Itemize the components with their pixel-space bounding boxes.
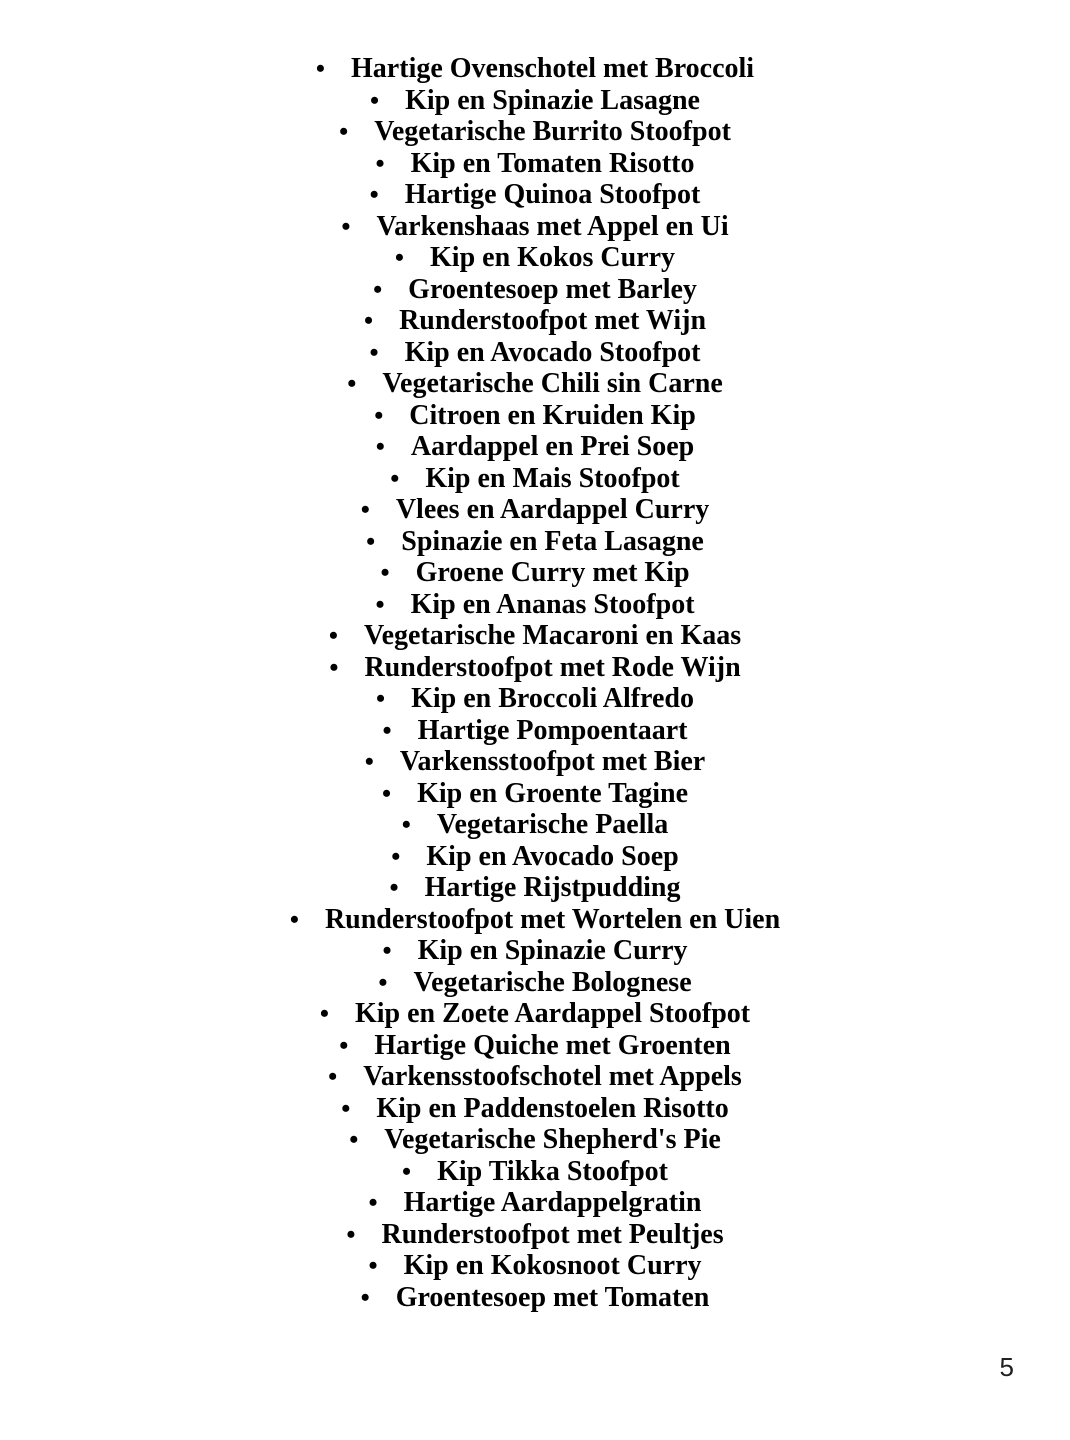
page-number: 5 (999, 1352, 1014, 1382)
list-item (0, 431, 1070, 463)
list-item (0, 242, 1070, 274)
list-item (0, 1093, 1070, 1125)
bullet-icon: • (349, 1125, 359, 1154)
bullet-icon: • (376, 684, 386, 713)
list-item (0, 305, 1070, 337)
bullet-icon: • (341, 211, 351, 241)
list-item (0, 1061, 1070, 1093)
list-item (0, 904, 1070, 936)
list-item (0, 85, 1070, 117)
list-item (0, 1156, 1070, 1188)
bullet-icon: • (368, 1188, 378, 1217)
recipe-name: Runderstoofpot met Rode Wijn (364, 651, 741, 683)
bullet-icon: • (369, 337, 379, 367)
bullet-icon: • (373, 274, 383, 304)
bullet-icon: • (401, 810, 411, 839)
bullet-icon: • (328, 1062, 338, 1091)
bullet-icon: • (382, 936, 392, 965)
bullet-icon: • (347, 369, 357, 398)
list-item (0, 557, 1070, 589)
bullet-icon: • (289, 904, 299, 934)
list-item (0, 809, 1070, 841)
bullet-icon: • (329, 652, 339, 682)
recipe-name: Kip en Zoete Aardappel Stoofpot (354, 998, 751, 1029)
bullet-icon: • (374, 400, 384, 430)
bullet-icon: • (375, 148, 385, 178)
recipe-name: Kip en Avocado Stoofpot (404, 336, 701, 368)
list-item (0, 274, 1070, 306)
recipe-name: Vegetarische Paella (436, 809, 669, 840)
recipe-name: Hartige Aardappelgratin (403, 1187, 702, 1218)
bullet-icon: • (375, 432, 385, 461)
recipe-name: Kip en Mais Stoofpot (425, 462, 680, 494)
recipe-name: Hartige Pompoentaart (417, 714, 688, 746)
list-item (0, 148, 1070, 180)
bullet-icon: • (328, 621, 338, 650)
list-item (0, 1250, 1070, 1282)
list-item (0, 53, 1070, 85)
recipe-name: Hartige Quiche met Groenten (374, 1029, 731, 1061)
list-item (0, 841, 1070, 873)
bullet-icon: • (389, 873, 399, 902)
list-item (0, 116, 1070, 148)
list-item (0, 872, 1070, 904)
bullet-icon: • (360, 1282, 370, 1312)
recipe-name: Kip en Kokos Curry (430, 242, 676, 273)
recipe-name: Groentesoep met Tomaten (395, 1281, 710, 1313)
list-item (0, 400, 1070, 432)
list-item (0, 1124, 1070, 1156)
recipe-name: Kip en Tomaten Risotto (410, 147, 695, 179)
recipe-name: Kip en Spinazie Lasagne (405, 84, 700, 116)
list-item (0, 1282, 1070, 1314)
list-item (0, 463, 1070, 495)
bullet-icon: • (378, 967, 388, 997)
recipe-name: Kip en Broccoli Alfredo (411, 683, 694, 714)
recipe-name: Citroen en Kruiden Kip (409, 399, 696, 431)
bullet-icon: • (391, 841, 401, 871)
list-item (0, 179, 1070, 211)
bullet-icon: • (319, 999, 329, 1028)
bullet-icon: • (366, 526, 376, 556)
recipe-name: Hartige Quinoa Stoofpot (404, 179, 701, 210)
list-item (0, 715, 1070, 747)
list-item (0, 526, 1070, 558)
recipe-name: Kip en Avocado Soep (426, 840, 679, 872)
list-item (0, 589, 1070, 621)
recipe-name: Kip Tikka Stoofpot (437, 1155, 668, 1187)
bullet-icon: • (370, 85, 380, 115)
bullet-icon: • (315, 54, 326, 83)
bullet-icon: • (363, 306, 374, 335)
list-item (0, 1030, 1070, 1062)
recipe-name: Aardappel en Prei Soep (410, 431, 695, 462)
list-item (0, 1187, 1070, 1219)
list-item (0, 746, 1070, 778)
list-item (0, 652, 1070, 684)
list-item (0, 337, 1070, 369)
recipe-name: Vlees en Aardappel Curry (395, 494, 710, 525)
recipe-name: Vegetarische Bolognese (413, 966, 692, 998)
bullet-icon: • (360, 495, 370, 524)
recipe-name: Kip en Kokosnoot Curry (403, 1250, 702, 1281)
recipe-name: Kip en Paddenstoelen Risotto (376, 1092, 729, 1124)
bullet-icon: • (380, 558, 390, 587)
bullet-icon: • (341, 1093, 351, 1123)
list-item (0, 998, 1070, 1030)
bullet-icon: • (339, 117, 349, 146)
list-item (0, 683, 1070, 715)
list-item (0, 494, 1070, 526)
list-item (0, 778, 1070, 810)
list-item (0, 368, 1070, 400)
bullet-icon: • (369, 180, 379, 209)
recipe-name: Runderstoofpot met Wortelen en Uien (324, 903, 781, 935)
recipe-name: Vegetarische Burrito Stoofpot (374, 116, 731, 147)
recipe-name: Varkensstoofschotel met Appels (363, 1061, 742, 1092)
recipe-name: Varkensstoofpot met Bier (399, 746, 706, 777)
recipe-name: Runderstoofpot met Peultjes (381, 1218, 724, 1250)
recipe-name: Spinazie en Feta Lasagne (401, 525, 704, 557)
recipe-name: Vegetarische Chili sin Carne (382, 368, 723, 399)
bullet-icon: • (394, 243, 405, 272)
list-item (0, 967, 1070, 999)
bullet-icon: • (339, 1030, 349, 1060)
recipe-name: Groentesoep met Barley (408, 273, 697, 305)
list-item (0, 620, 1070, 652)
recipe-name: Kip en Ananas Stoofpot (410, 588, 695, 620)
bullet-icon: • (368, 1251, 378, 1280)
bullet-icon: • (382, 715, 392, 745)
recipe-name: Vegetarische Macaroni en Kaas (363, 620, 742, 651)
bullet-icon: • (346, 1219, 356, 1249)
bullet-icon: • (381, 778, 392, 808)
bullet-icon: • (390, 463, 400, 493)
recipe-name: Hartige Rijstpudding (424, 872, 681, 903)
bullet-icon: • (364, 747, 374, 776)
bullet-icon: • (402, 1156, 412, 1186)
recipe-name: Groene Curry met Kip (415, 557, 690, 588)
recipe-name: Kip en Groente Tagine (417, 777, 689, 809)
list-item (0, 211, 1070, 243)
list-item (0, 1219, 1070, 1251)
recipe-name: Kip en Spinazie Curry (417, 935, 688, 966)
recipe-name: Varkenshaas met Appel en Ui (376, 210, 729, 242)
recipe-name: Hartige Ovenschotel met Broccoli (351, 53, 755, 84)
list-item (0, 935, 1070, 967)
recipe-name: Runderstoofpot met Wijn (399, 305, 707, 336)
bullet-icon: • (375, 589, 385, 619)
recipe-name: Vegetarische Shepherd's Pie (384, 1124, 721, 1155)
